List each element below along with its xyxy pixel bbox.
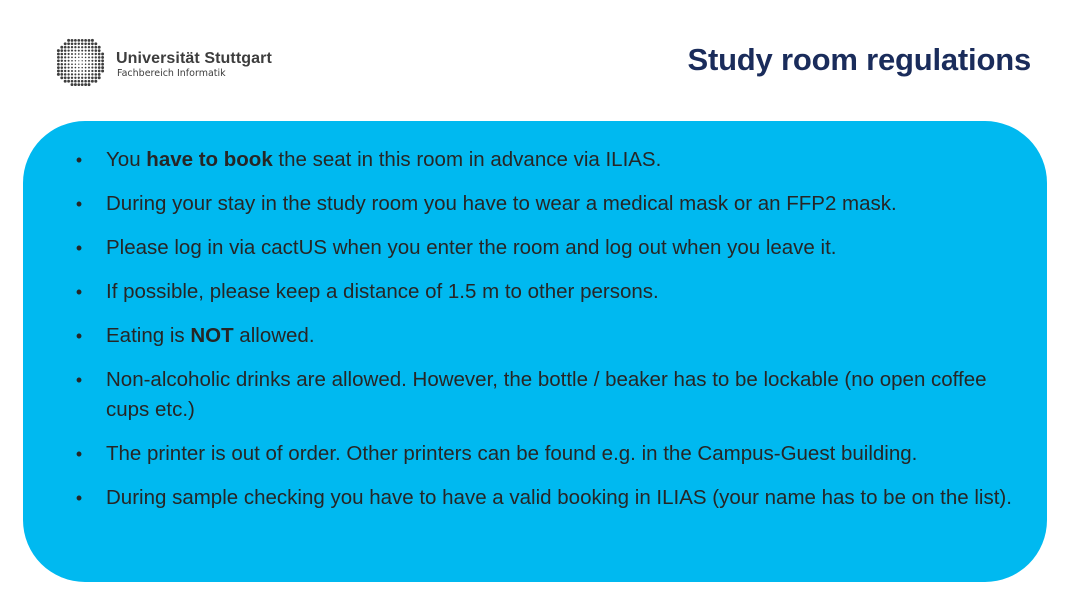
rule-text-bold: NOT (190, 324, 234, 347)
department-name: Fachbereich Informatik (117, 68, 226, 79)
rule-text-pre: Non-alcoholic drinks are allowed. However, the bottle / beaker has to be lockable (no open coffee cups etc.) (106, 368, 987, 421)
rules-panel (23, 121, 1047, 582)
rule-text-pre: If possible, please keep a distance of 1.5 m to other persons. (106, 280, 659, 303)
rule-item (73, 277, 1013, 307)
bullet-icon: • (75, 370, 83, 390)
university-logo (54, 36, 272, 88)
rule-text-post: the seat in this room in advance via ILIAS. (272, 148, 662, 171)
bullet-icon: • (75, 282, 83, 302)
bullet-icon: • (75, 238, 83, 258)
rule-item (73, 365, 1013, 425)
rules-list (73, 145, 1013, 527)
bullet-icon: • (75, 444, 83, 464)
university-name: Universität Stuttgart (116, 50, 272, 67)
rule-text-pre: During sample checking you have to have a valid booking in ILIAS (your name has to be on the list). (106, 486, 1012, 509)
university-logo-icon (54, 36, 106, 88)
rule-text-pre: Eating is (106, 324, 191, 347)
rule-item (73, 145, 1013, 175)
rule-text-pre: The printer is out of order. Other printers can be found e.g. in the Campus-Guest building. (106, 442, 918, 465)
rule-item (73, 321, 1013, 351)
rule-item (73, 439, 1013, 469)
rule-text-post: allowed. (233, 324, 315, 347)
rule-text-pre: You (106, 148, 147, 171)
rule-text-pre: Please log in via cactUS when you enter the room and log out when you leave it. (106, 236, 837, 259)
rule-item (73, 189, 1013, 219)
bullet-icon: • (75, 488, 83, 508)
bullet-icon: • (75, 326, 83, 346)
page-title: Study room regulations (687, 42, 1031, 77)
rule-text-pre: During your stay in the study room you have to wear a medical mask or an FFP2 mask. (106, 192, 897, 215)
bullet-icon: • (75, 150, 83, 170)
rule-item (73, 483, 1013, 513)
logo-text (116, 50, 272, 80)
rule-item (73, 233, 1013, 263)
bullet-icon: • (75, 194, 83, 214)
rule-text-bold: have to book (146, 148, 273, 171)
